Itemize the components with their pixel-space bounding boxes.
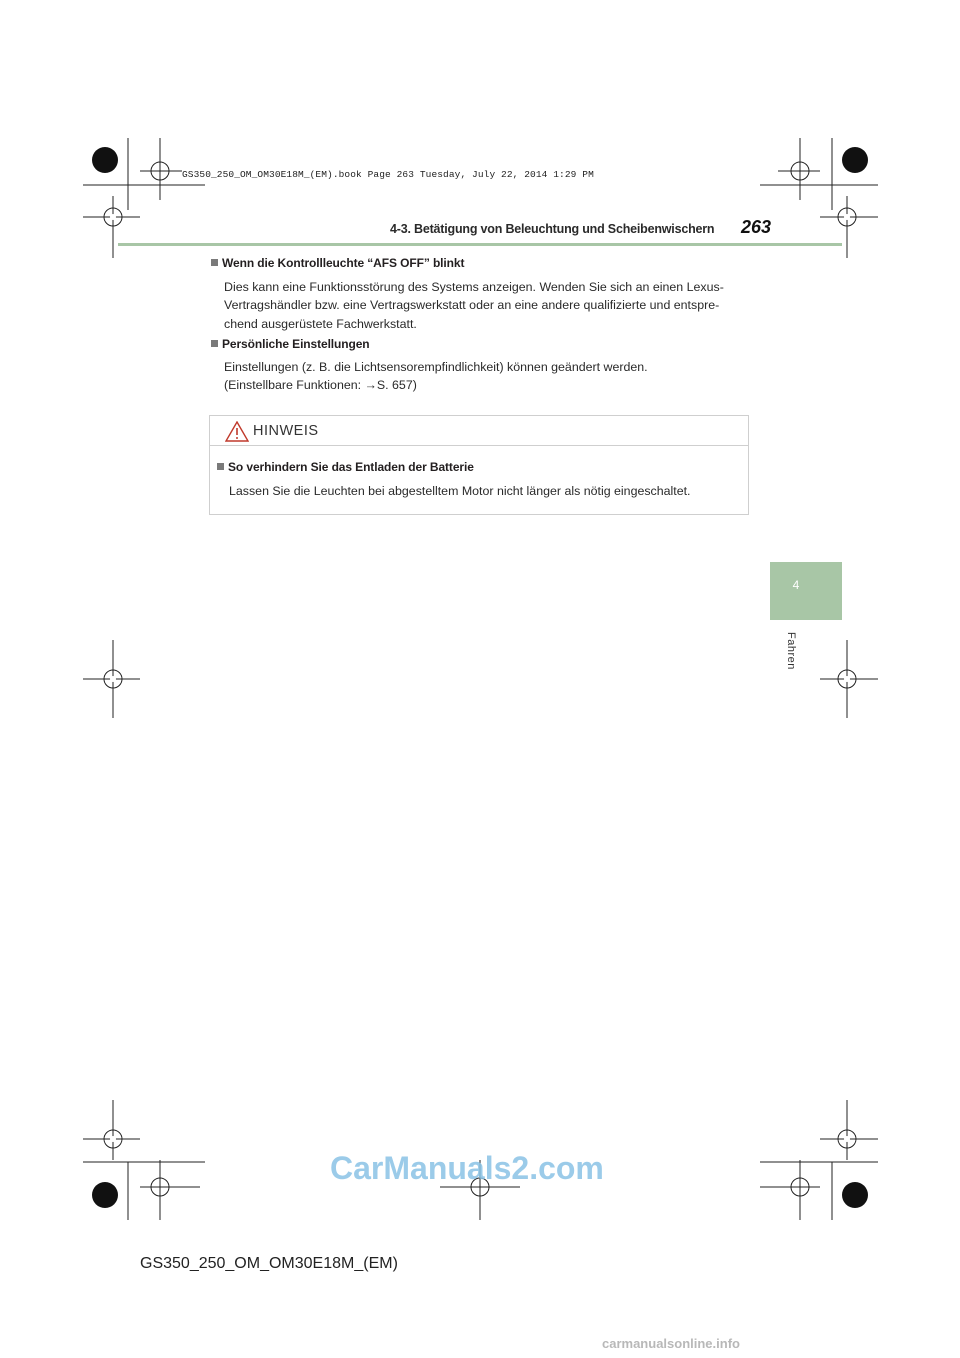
- section-title: 4-3. Betätigung von Beleuchtung und Scheibenwischern: [390, 222, 715, 236]
- paragraph-line: Einstellungen (z. B. die Lichtsensorempfindlichkeit) können geändert werden.: [224, 360, 648, 374]
- watermark-bottom: carmanualsonline.info: [602, 1336, 740, 1351]
- notice-title: HINWEIS: [253, 423, 319, 439]
- chapter-number: 4: [792, 578, 800, 592]
- paragraph-line: Dies kann eine Funktionsstörung des Systems anzeigen. Wenden Sie sich an einen Lexus-: [224, 280, 724, 294]
- footer-document-code: GS350_250_OM_OM30E18M_(EM): [140, 1255, 398, 1272]
- square-bullet-icon: [217, 463, 224, 470]
- paragraph-line: chend ausgerüstete Fachwerkstatt.: [224, 316, 417, 331]
- chapter-label: Fahren: [785, 632, 797, 670]
- section-heading-afs: [211, 256, 464, 270]
- notice-heading-text: So verhindern Sie das Entladen der Batterie: [228, 460, 474, 474]
- section-heading-settings: [211, 337, 370, 351]
- square-bullet-icon: [211, 340, 218, 347]
- square-bullet-icon: [211, 259, 218, 266]
- paragraph-line: Vertragshändler bzw. eine Vertragswerkstatt oder an eine andere qualifizierte und entspre-: [224, 298, 720, 313]
- notice-heading: [217, 460, 474, 474]
- warning-triangle-icon: [225, 421, 249, 442]
- section-heading-text: Wenn die Kontrollleuchte “AFS OFF” blinkt: [222, 256, 465, 270]
- header-rule: [118, 243, 842, 246]
- watermark-carmanuals: CarManuals2.com: [330, 1150, 604, 1186]
- page-number: 263: [741, 217, 772, 237]
- notice-text: Lassen Sie die Leuchten bei abgestelltem Motor nicht länger als nötig eingeschaltet.: [229, 484, 691, 498]
- section-heading-text: Persönliche Einstellungen: [222, 337, 370, 351]
- paragraph-line: (Einstellbare Funktionen: →S. 657): [224, 378, 417, 393]
- section-paragraph-afs: [224, 278, 724, 333]
- section-paragraph-settings: [224, 358, 648, 395]
- book-file-stamp: GS350_250_OM_OM30E18M_(EM).book Page 263 Tuesday, July 22, 2014 1:29 PM: [182, 169, 594, 180]
